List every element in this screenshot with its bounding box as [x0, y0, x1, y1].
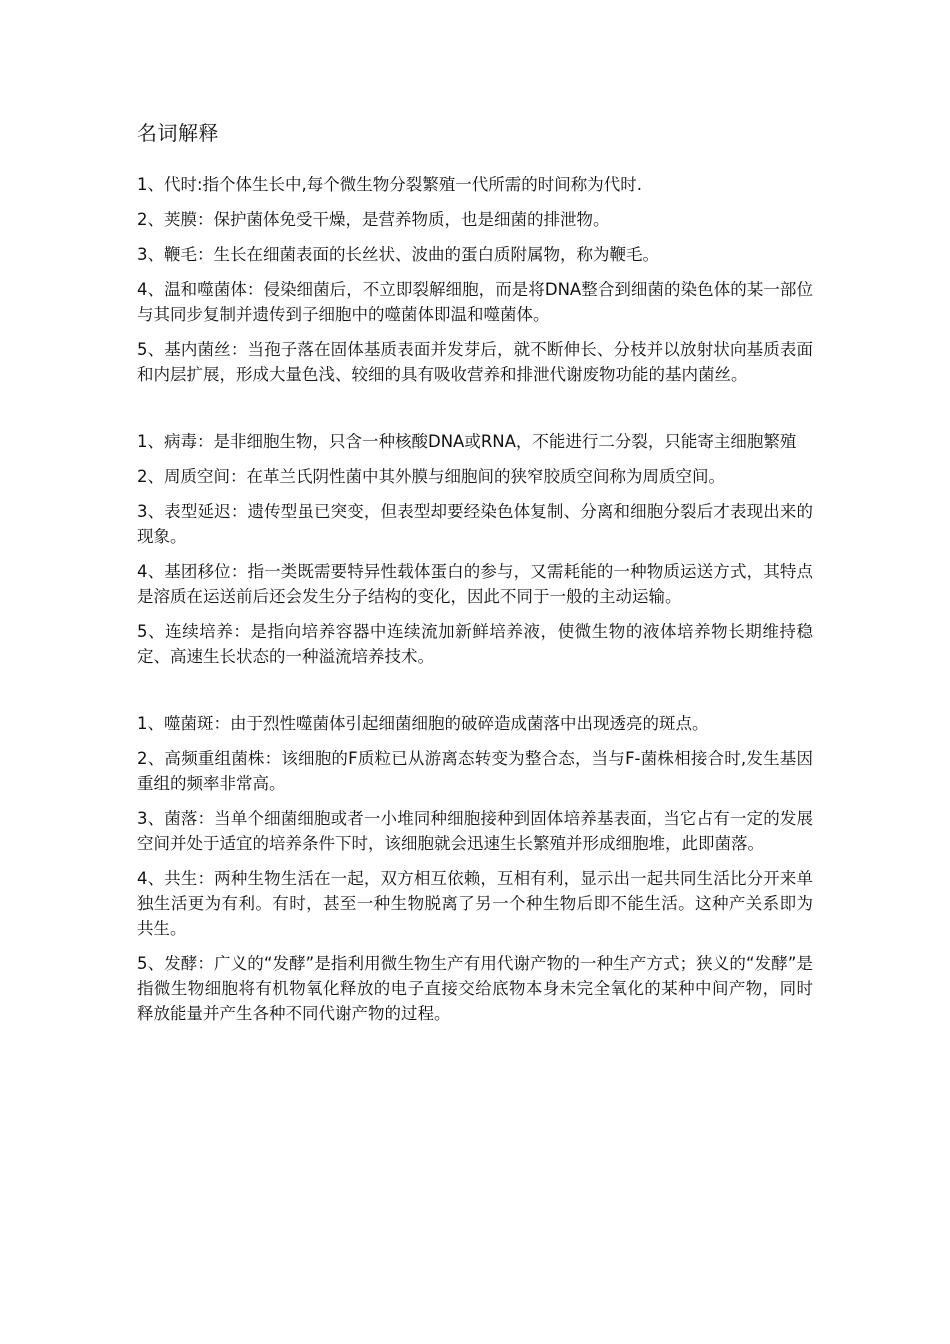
definition-entry: 1、噬菌斑：由于烈性噬菌体引起细菌细胞的破碎造成菌落中出现透亮的斑点。 [137, 714, 709, 733]
definition-entry: 3、菌落：当单个细菌细胞或者一小堆同种细胞接种到固体培养基表面，当它占有一定的发展空间并处于适宜的培养条件下时，该细胞就会迅速生长繁殖并形成细胞堆，此即菌落。 [137, 809, 813, 853]
definition-entry: 3、鞭毛：生长在细菌表面的长丝状、波曲的蛋白质附属物，称为鞭毛。 [137, 245, 659, 264]
definition-entry: 2、高频重组菌株：该细胞的F质粒已从游离态转变为整合态，当与F-菌株相接合时,发生基因重组的频率非常高。 [137, 749, 813, 793]
definition-entry: 5、连续培养：是指向培养容器中连续流加新鲜培养液，使微生物的液体培养物长期维持稳定、高速生长状态的一种溢流培养技术。 [137, 622, 813, 666]
definition-entry: 1、代时:指个体生长中,每个微生物分裂繁殖一代所需的时间称为代时. [137, 175, 643, 194]
page-title: 名词解释 [137, 121, 219, 145]
definition-entry: 4、温和噬菌体：侵染细菌后，不立即裂解细胞，而是将DNA整合到细菌的染色体的某一部位与其同步复制并遗传到子细胞中的噬菌体即温和噬菌体。 [137, 280, 813, 324]
section-spacer [137, 397, 813, 429]
document-body [137, 172, 813, 1036]
definition-entry: 4、共生：两种生物生活在一起，双方相互依赖，互相有利，显示出一起共同生活比分开来单独生活更为有利。有时，甚至一种生物脱离了另一个种生物后即不能生活。这种产关系即为共生。 [137, 869, 813, 938]
definition-group-1 [137, 172, 813, 387]
definition-group-2 [137, 429, 813, 669]
definition-entry: 2、荚膜：保护菌体免受干燥，是营养物质，也是细菌的排泄物。 [137, 210, 610, 229]
definition-group-3 [137, 711, 813, 1026]
definition-entry: 1、病毒：是非细胞生物，只含一种核酸DNA或RNA，不能进行二分裂，只能寄主细胞繁殖 [137, 432, 797, 451]
definition-entry: 2、周质空间：在革兰氏阴性菌中其外膜与细胞间的狭窄胶质空间称为周质空间。 [137, 467, 725, 486]
definition-entry: 5、发酵：广义的“发酵”是指利用微生物生产有用代谢产物的一种生产方式；狭义的“发酵”是指微生物细胞将有机物氧化释放的电子直接交给底物本身未完全氧化的某种中间产物，同时释放能量并产生各种不同代谢产物的过程。 [137, 954, 813, 1023]
definition-entry: 4、基团移位：指一类既需要特异性载体蛋白的参与，又需耗能的一种物质运送方式，其特点是溶质在运送前后还会发生分子结构的变化，因此不同于一般的主动运输。 [137, 562, 813, 606]
definition-entry: 3、表型延迟：遗传型虽已突变，但表型却要经染色体复制、分离和细胞分裂后才表现出来的现象。 [137, 502, 813, 546]
section-spacer [137, 679, 813, 711]
definition-entry: 5、基内菌丝：当孢子落在固体基质表面并发芽后，就不断伸长、分枝并以放射状向基质表面和内层扩展，形成大量色浅、较细的具有吸收营养和排泄代谢废物功能的基内菌丝。 [137, 340, 813, 384]
